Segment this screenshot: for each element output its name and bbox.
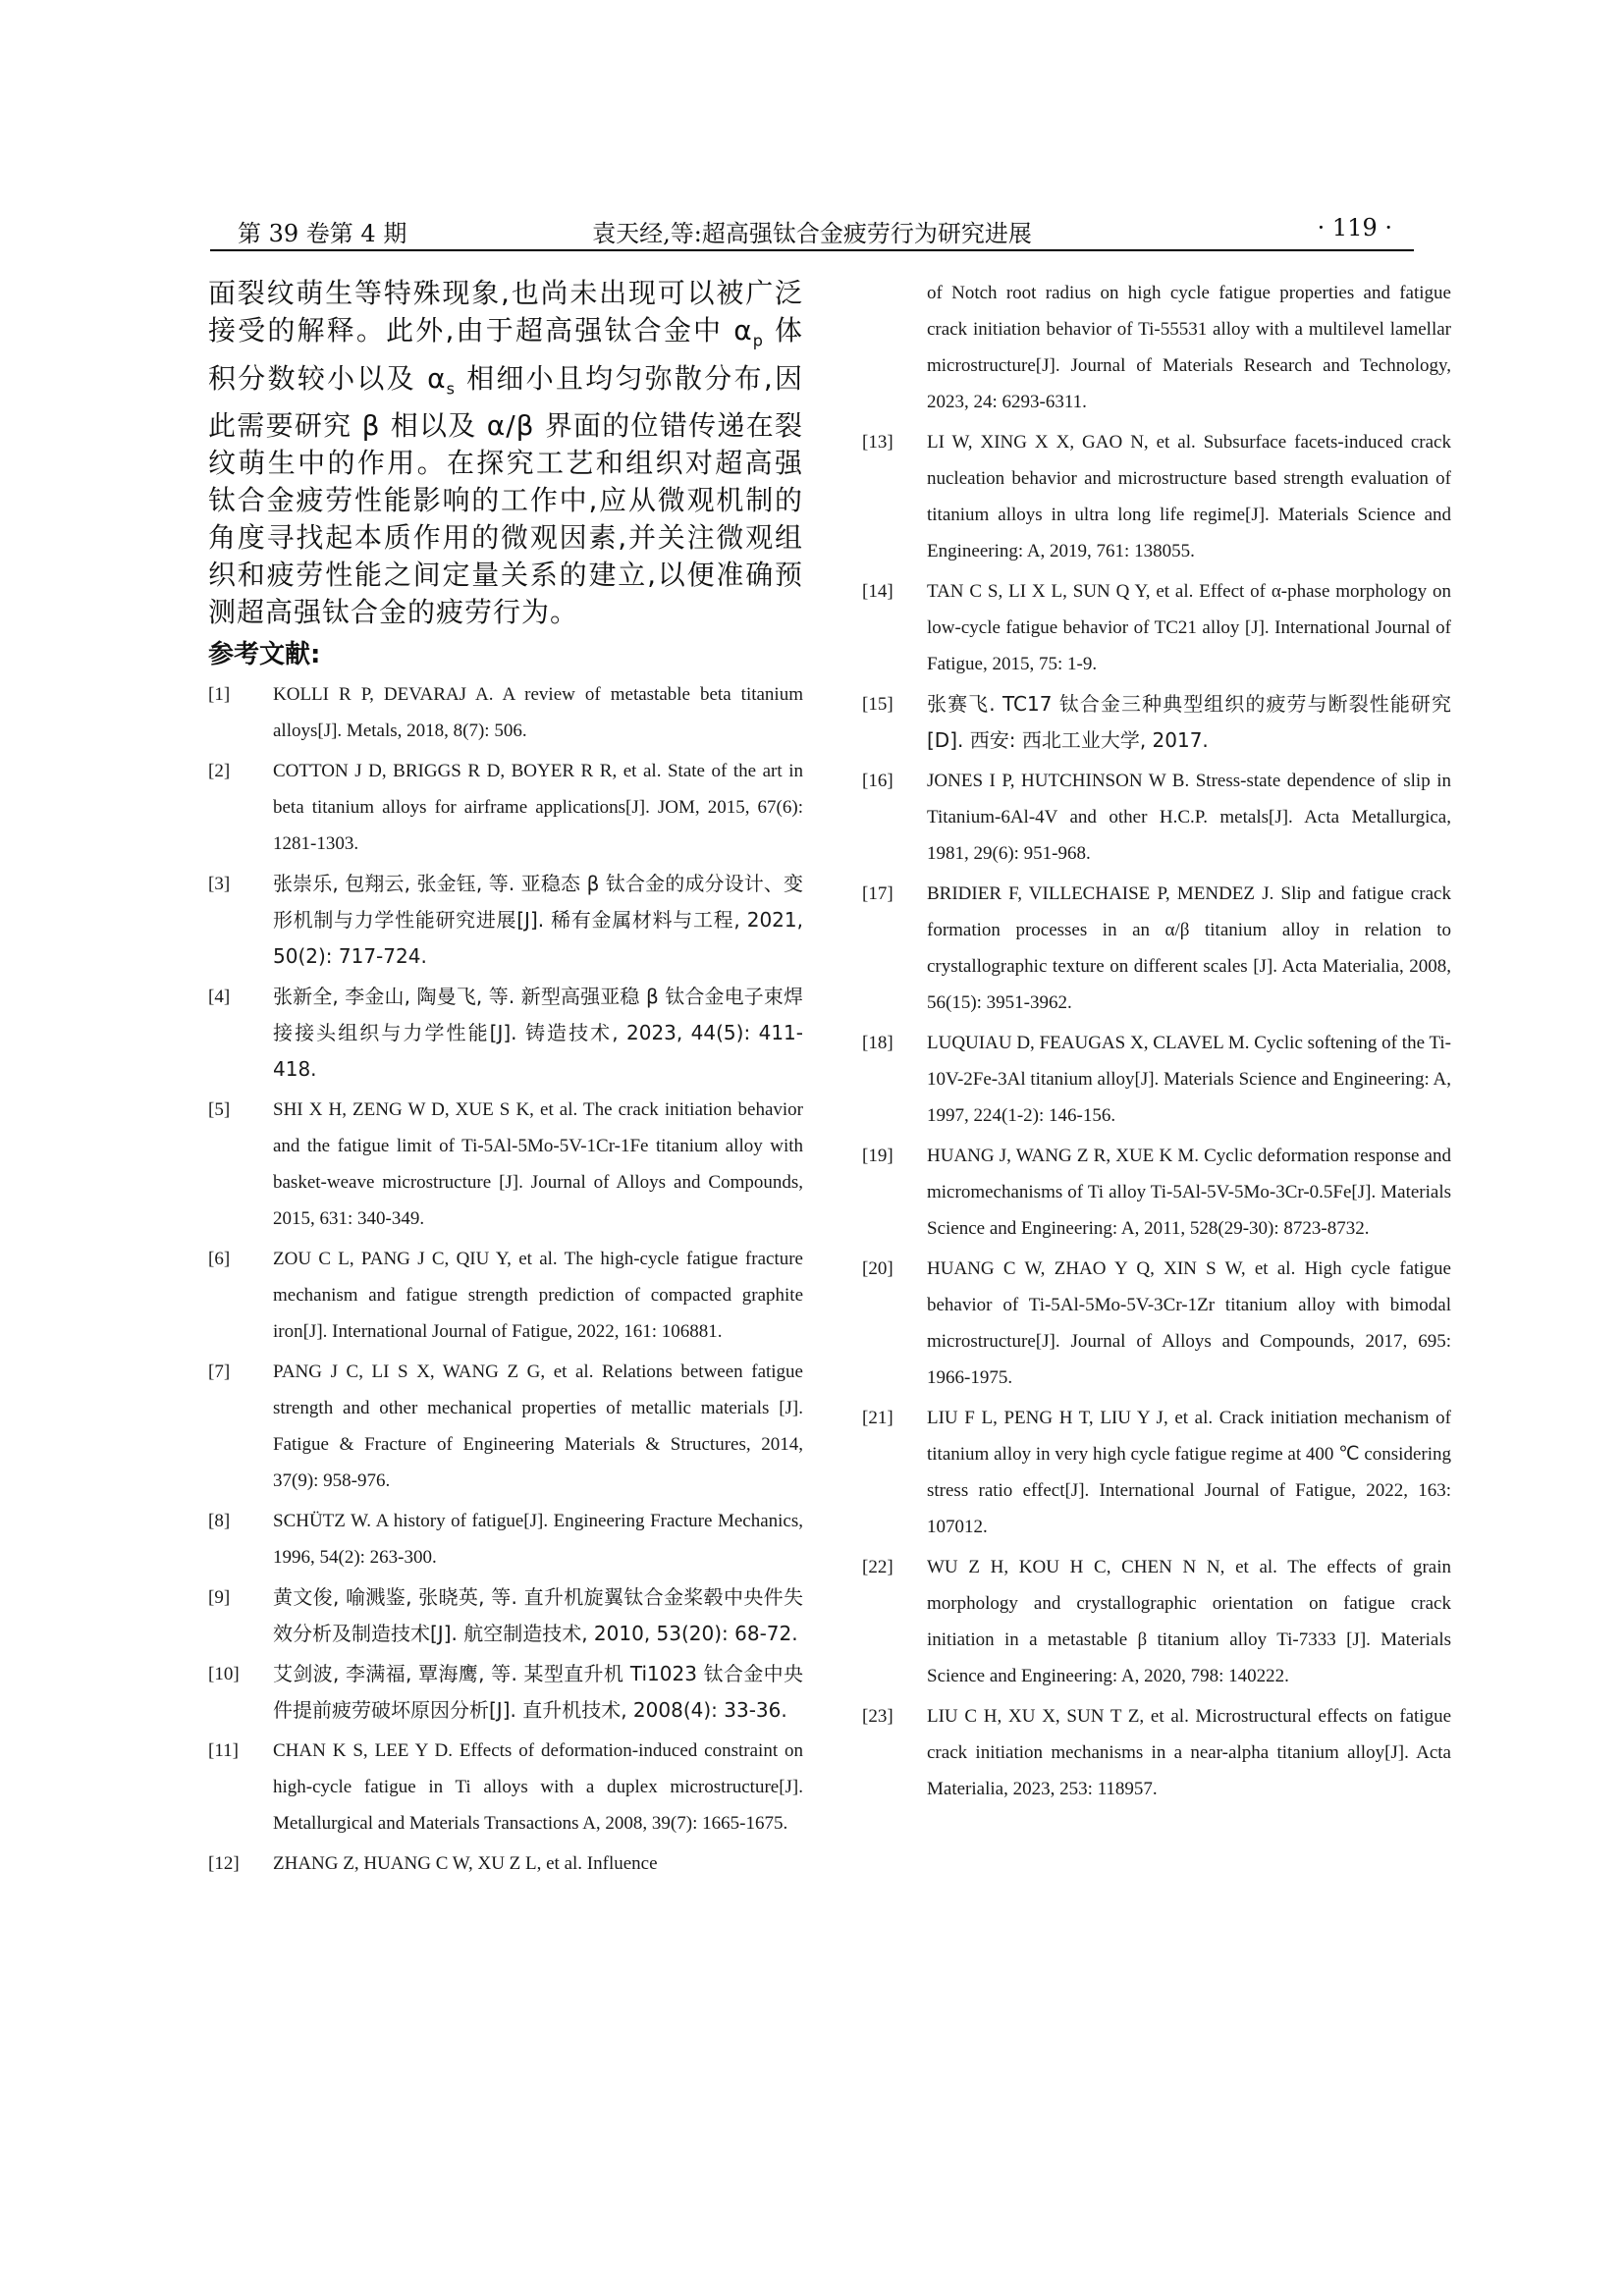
reference-item (862, 275, 1451, 420)
reference-text: LI W, XING X X, GAO N, et al. Subsurface facets-induced crack nucleation behavior and microstructure based strength evaluation of titanium alloys in ultra long life regime[J]. Materials Science and Engineering: A, 2019, 761: 138055. (927, 432, 1451, 561)
reference-text: 张新全, 李金山, 陶曼飞, 等. 新型高强亚稳 β 钛合金电子束焊接接头组织与力学性能[J]. 铸造技术, 2023, 44(5): 411-418. (273, 985, 803, 1082)
reference-number: [6] (208, 1249, 231, 1270)
reference-number: [12] (208, 1853, 240, 1875)
reference-item (862, 573, 1451, 682)
reference-item (208, 866, 803, 975)
reference-text: 艾剑波, 李满福, 覃海鹰, 等. 某型直升机 Ti1023 钛合金中央件提前疲劳破坏原因分析[J]. 直升机技术, 2008(4): 33-36. (273, 1662, 803, 1723)
reference-text: PANG J C, LI S X, WANG Z G, et al. Relations between fatigue strength and other mechanical properties of metallic materials [J]. Fatigue & Fracture of Engineering Materials & Structures, 2014, 37(9): 958-976. (273, 1362, 803, 1492)
reference-item (208, 1503, 803, 1575)
body-text-1: 面裂纹萌生等特殊现象,也尚未出现可以被广泛接受的解释。此外,由于超高强钛合金中 α (208, 277, 803, 347)
reference-text: of Notch root radius on high cycle fatigue properties and fatigue crack initiation behavior of Ti-55531 alloy with a multilevel lamellar microstructure[J]. Journal of Materials Research and Technology, 2023, 24: 6293-6311. (927, 283, 1451, 412)
reference-text: ZHANG Z, HUANG C W, XU Z L, et al. Influence (273, 1853, 658, 1875)
reference-item (862, 686, 1451, 759)
reference-text: WU Z H, KOU H C, CHEN N N, et al. The effects of grain morphology and crystallographic orientation on fatigue crack initiation in a metastable β titanium alloy Ti-7333 [J]. Materials Science and Engineering: A, 2020, 798: 140222. (927, 1557, 1451, 1686)
reference-item (208, 753, 803, 862)
reference-item (208, 1241, 803, 1350)
page-number: · 119 · (1317, 214, 1392, 241)
reference-item (208, 979, 803, 1088)
reference-item (862, 1138, 1451, 1247)
reference-text: KOLLI R P, DEVARAJ A. A review of metastable beta titanium alloys[J]. Metals, 2018, 8(7): 506. (273, 684, 803, 742)
references-list-right (862, 275, 1451, 1807)
reference-text: COTTON J D, BRIGGS R D, BOYER R R, et al. State of the art in beta titanium alloys for airframe applications[J]. JOM, 2015, 67(6): 1281-1303. (273, 761, 803, 855)
reference-number: [17] (862, 883, 893, 904)
reference-number: [8] (208, 1511, 231, 1532)
reference-text: LIU F L, PENG H T, LIU Y J, et al. Crack initiation mechanism of titanium alloy in very high cycle fatigue regime at 400 ℃ considering stress ratio effect[J]. International Journal of Fatigue, 2022, 163: 107012. (927, 1408, 1451, 1537)
reference-text: 张赛飞. TC17 钛合金三种典型组织的疲劳与断裂性能研究[D]. 西安: 西北工业大学, 2017. (927, 692, 1451, 752)
reference-text: HUANG C W, ZHAO Y Q, XIN S W, et al. High cycle fatigue behavior of Ti-5Al-5Mo-5V-3Cr-1Zr titanium alloy with bimodal microstructure[J]. Journal of Alloys and Compounds, 2017, 695: 1966-1975. (927, 1258, 1451, 1388)
reference-number: [16] (862, 771, 893, 791)
reference-number: [9] (208, 1587, 231, 1609)
body-text-3: 相细小且均匀弥散分布,因此需要研究 β 相以及 α/β 界面的位错传递在裂纹萌生中的作用。在探究工艺和组织对超高强钛合金疲劳性能影响的工作中,应从微观机制的角度寻找起本质作用的微观因素,并关注微观组织和疲劳性能之间定量关系的建立,以便准确预测超高强钛合金的疲劳行为。 (208, 361, 803, 629)
reference-number: [19] (862, 1146, 893, 1166)
reference-text: LUQUIAU D, FEAUGAS X, CLAVEL M. Cyclic softening of the Ti-10V-2Fe-3Al titanium alloy[J]. Materials Science and Engineering: A, 1997, 224(1-2): 146-156. (927, 1033, 1451, 1126)
reference-number: [22] (862, 1557, 893, 1577)
reference-text: SHI X H, ZENG W D, XUE S K, et al. The crack initiation behavior and the fatigue limit of Ti-5Al-5Mo-5V-1Cr-1Fe titanium alloy with basket-weave microstructure [J]. Journal of Alloys and Compounds, 2015, 631: 340-349. (273, 1099, 803, 1230)
reference-text: JONES I P, HUTCHINSON W B. Stress-state dependence of slip in Titanium-6Al-4V and other H.C.P. metals[J]. Acta Metallurgica, 1981, 29(6): 951-968. (927, 771, 1451, 864)
reference-text: CHAN K S, LEE Y D. Effects of deformation-induced constraint on high-cycle fatigue in Ti alloys with a duplex microstructure[J]. Metallurgical and Materials Transactions A, 2008, 39(7): 1665-1675. (273, 1740, 803, 1835)
reference-item (862, 1400, 1451, 1545)
reference-text: HUANG J, WANG Z R, XUE K M. Cyclic deformation response and micromechanisms of Ti alloy Ti-5Al-5V-5Mo-3Cr-0.5Fe[J]. Materials Science and Engineering: A, 2011, 528(29-30): 8723-8732. (927, 1146, 1451, 1239)
reference-item (208, 676, 803, 749)
alpha-p-subscript: p (752, 331, 764, 350)
reference-text: TAN C S, LI X L, SUN Q Y, et al. Effect of α-phase morphology on low-cycle fatigue behavior of TC21 alloy [J]. International Journal of Fatigue, 2015, 75: 1-9. (927, 581, 1451, 674)
reference-number: [18] (862, 1033, 893, 1053)
reference-number: [4] (208, 987, 231, 1008)
reference-item (862, 876, 1451, 1021)
reference-text: 张崇乐, 包翔云, 张金钰, 等. 亚稳态 β 钛合金的成分设计、变形机制与力学性能研究进展[J]. 稀有金属材料与工程, 2021, 50(2): 717-724. (273, 872, 803, 969)
reference-item (208, 1845, 803, 1882)
reference-item (862, 1549, 1451, 1694)
journal-issue: 第 39 卷第 4 期 (238, 220, 407, 247)
reference-text: SCHÜTZ W. A history of fatigue[J]. Engineering Fracture Mechanics, 1996, 54(2): 263-300. (273, 1511, 803, 1569)
reference-number: [20] (862, 1258, 893, 1279)
body-text-2: 体积分数较小以及 α (208, 314, 803, 395)
reference-text: LIU C H, XU X, SUN T Z, et al. Microstructural effects on fatigue crack initiation mechanisms in a near-alpha titanium alloy[J]. Acta Materialia, 2023, 253: 118957. (927, 1706, 1451, 1799)
left-column (208, 275, 803, 1886)
reference-item (862, 763, 1451, 872)
reference-number: [2] (208, 761, 231, 782)
reference-number: [21] (862, 1408, 893, 1428)
reference-number: [15] (862, 694, 893, 715)
reference-text: BRIDIER F, VILLECHAISE P, MENDEZ J. Slip and fatigue crack formation processes in an α/β titanium alloy in relation to crystallographic texture on different scales [J]. Acta Materialia, 2008, 56(15): 3951-3962. (927, 883, 1451, 1013)
reference-item (208, 1092, 803, 1237)
right-column (862, 275, 1451, 1811)
reference-number: [13] (862, 432, 893, 453)
reference-number: [10] (208, 1664, 240, 1685)
reference-number: [7] (208, 1362, 231, 1383)
reference-item (208, 1656, 803, 1729)
reference-item (862, 1251, 1451, 1396)
reference-item (862, 1698, 1451, 1807)
reference-text: ZOU C L, PANG J C, QIU Y, et al. The high-cycle fatigue fracture mechanism and fatigue strength prediction of compacted graphite iron[J]. International Journal of Fatigue, 2022, 161: 106881. (273, 1249, 803, 1343)
references-list-left (208, 676, 803, 1882)
reference-number: [5] (208, 1099, 231, 1121)
alpha-s-subscript: s (446, 379, 456, 399)
reference-number: [1] (208, 684, 231, 706)
reference-item (862, 424, 1451, 569)
reference-number: [14] (862, 581, 893, 602)
reference-number: [11] (208, 1740, 239, 1762)
running-title: 袁天经,等:超高强钛合金疲劳行为研究进展 (592, 220, 1032, 247)
reference-item (208, 1733, 803, 1842)
reference-number: [23] (862, 1706, 893, 1727)
reference-item (208, 1579, 803, 1652)
reference-item (208, 1354, 803, 1499)
reference-text: 黄文俊, 喻溅鉴, 张晓英, 等. 直升机旋翼钛合金桨毂中央件失效分析及制造技术[J]. 航空制造技术, 2010, 53(20): 68-72. (273, 1585, 803, 1646)
reference-number: [3] (208, 874, 231, 895)
references-heading: 参考文献: (208, 640, 321, 670)
body-paragraph (208, 275, 803, 631)
running-header (210, 210, 1414, 251)
reference-item (862, 1025, 1451, 1134)
